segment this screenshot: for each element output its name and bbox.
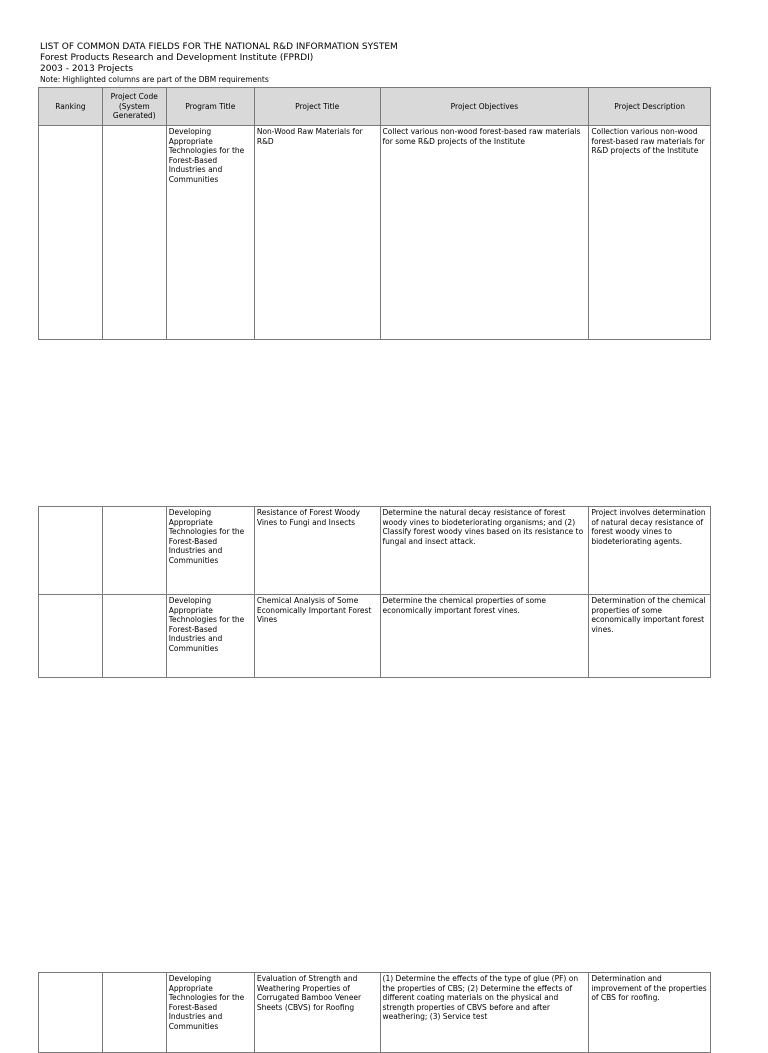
highlight-note: Note: Highlighted columns are part of the DBM requirements — [40, 75, 269, 84]
cell-project-description: Project involves determination of natural decay resistance of forest woody vines to biodeteriorating agents. — [589, 507, 711, 595]
projects-table-page-1 — [38, 87, 711, 340]
document-title: LIST OF COMMON DATA FIELDS FOR THE NATIONAL R&D INFORMATION SYSTEM — [40, 42, 398, 52]
cell-project-code — [102, 126, 166, 340]
projects-table-page-3 — [38, 972, 711, 1053]
cell-project-objectives: Determine the chemical properties of some economically important forest vines. — [380, 595, 589, 678]
cell-project-title: Resistance of Forest Woody Vines to Fungi and Insects — [254, 507, 380, 595]
column-header-project-title: Project Title — [254, 88, 380, 126]
table-row — [39, 126, 711, 340]
cell-project-code — [102, 595, 166, 678]
cell-ranking — [39, 126, 103, 340]
cell-project-objectives: Determine the natural decay resistance of forest woody vines to biodeteriorating organisms; and (2) Classify forest woody vines based on its resistance to fungal and insect attack. — [380, 507, 589, 595]
cell-ranking — [39, 973, 103, 1053]
table-row — [39, 595, 711, 678]
column-header-project-code: Project Code (System Generated) — [102, 88, 166, 126]
document-header — [40, 42, 398, 85]
cell-program-title: Developing Appropriate Technologies for the Forest-Based Industries and Communities — [166, 507, 254, 595]
institute-name: Forest Products Research and Development Institute (FPRDI) — [40, 53, 314, 63]
table-header-row — [39, 88, 711, 126]
column-header-program-title: Program Title — [166, 88, 254, 126]
cell-project-description: Determination of the chemical properties of some economically important forest vines. — [589, 595, 711, 678]
cell-project-title: Chemical Analysis of Some Economically Important Forest Vines — [254, 595, 380, 678]
cell-ranking — [39, 507, 103, 595]
cell-program-title: Developing Appropriate Technologies for the Forest-Based Industries and Communities — [166, 973, 254, 1053]
cell-project-objectives: (1) Determine the effects of the type of glue (PF) on the properties of CBS; (2) Determine the effects of different coating materials on the physical and strength properties of CBVS before and after weathering; (3) Service test — [380, 973, 589, 1053]
cell-ranking — [39, 595, 103, 678]
column-header-project-objectives: Project Objectives — [380, 88, 589, 126]
column-header-ranking: Ranking — [39, 88, 103, 126]
column-header-project-description: Project Description — [589, 88, 711, 126]
table-row — [39, 973, 711, 1053]
cell-project-code — [102, 973, 166, 1053]
projects-table-page-2 — [38, 506, 711, 678]
cell-project-title: Non-Wood Raw Materials for R&D — [254, 126, 380, 340]
cell-project-title: Evaluation of Strength and Weathering Properties of Corrugated Bamboo Veneer Sheets (CBVS) for Roofing — [254, 973, 380, 1053]
cell-program-title: Developing Appropriate Technologies for the Forest-Based Industries and Communities — [166, 126, 254, 340]
cell-project-description: Determination and improvement of the properties of CBS for roofing. — [589, 973, 711, 1053]
cell-program-title: Developing Appropriate Technologies for the Forest-Based Industries and Communities — [166, 595, 254, 678]
cell-project-code — [102, 507, 166, 595]
project-years: 2003 - 2013 Projects — [40, 64, 134, 74]
cell-project-description: Collection various non-wood forest-based raw materials for R&D projects of the Institute — [589, 126, 711, 340]
table-row — [39, 507, 711, 595]
cell-project-objectives: Collect various non-wood forest-based raw materials for some R&D projects of the Institute — [380, 126, 589, 340]
